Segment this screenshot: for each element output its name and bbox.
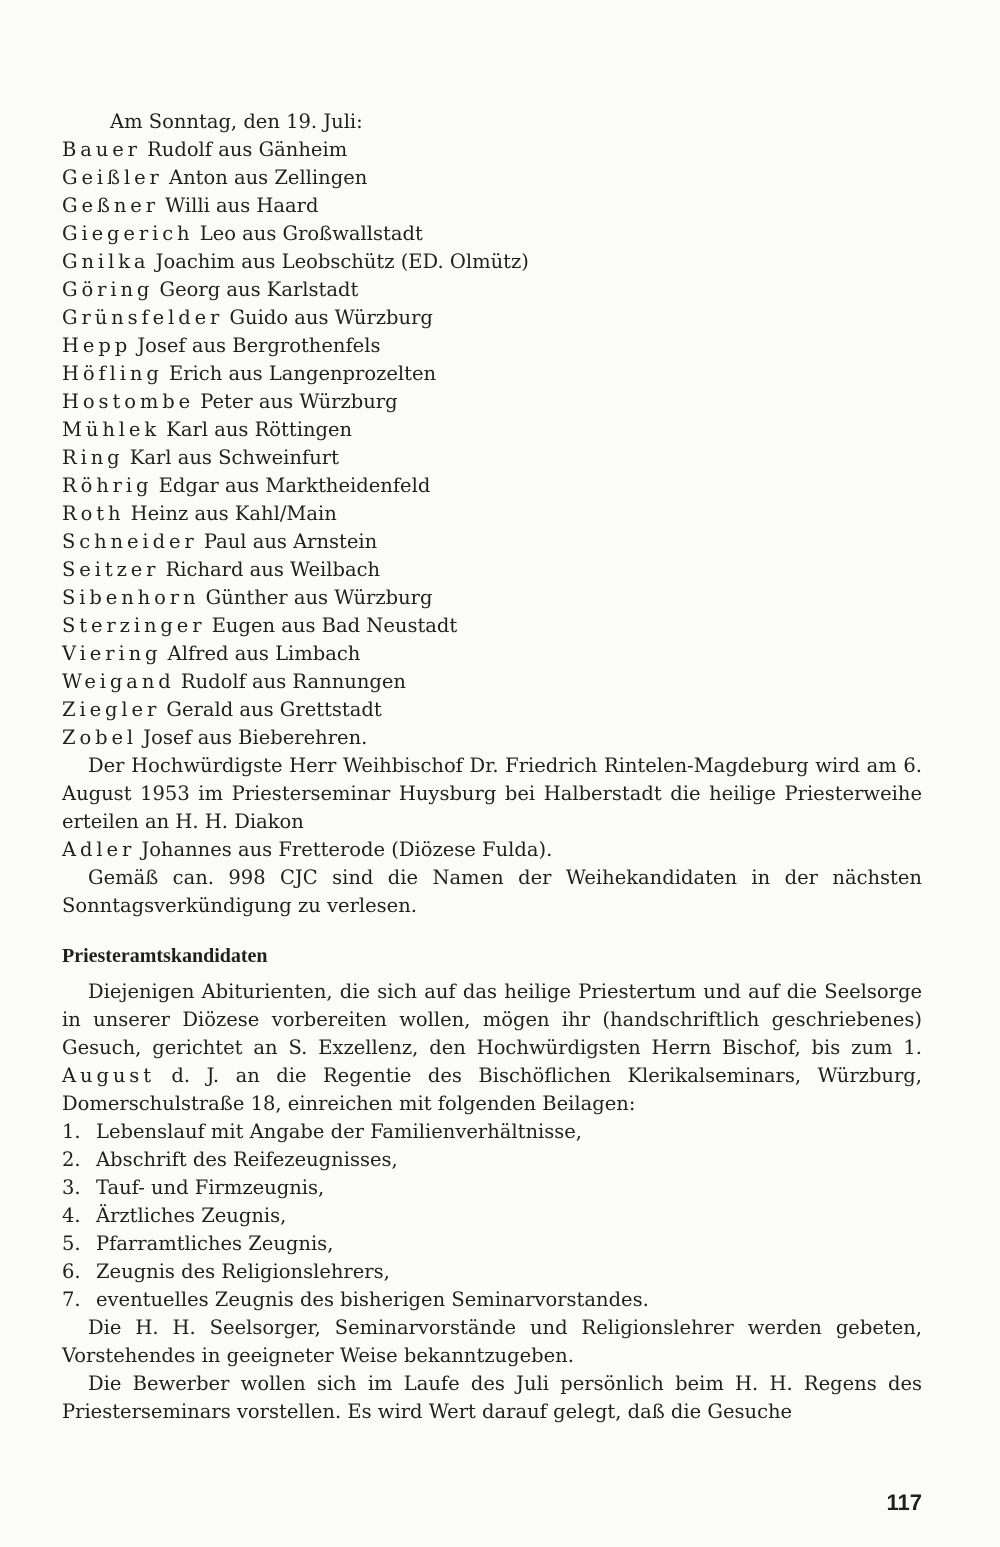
enclosure-item <box>62 1258 922 1286</box>
candidate-surname: Seitzer <box>62 558 160 581</box>
candidate-surname: Schneider <box>62 530 198 553</box>
enclosure-text: Pfarramtliches Zeugnis, <box>96 1232 334 1255</box>
abit-text-after: d. J. an die Regentie des Bischöflichen Klerikalseminars, Würzburg, Domerschulstraße 18, einreichen mit folgenden Beilagen: <box>62 1064 922 1115</box>
enclosure-number: 5. <box>62 1232 81 1255</box>
enclosure-text: Tauf- und Firmzeugnis, <box>96 1176 325 1199</box>
abit-text-before: Diejenigen Abiturienten, die sich auf das heilige Priestertum und auf die Seelsorge in unserer Diözese vorbereiten wollen, mögen ihr (handschriftlich geschriebenes) Gesuch, gerichtet an S. Exzellenz, den Hochwürdigsten Herrn Bischof, bis zum 1. <box>62 980 922 1059</box>
candidate-surname: Geißler <box>62 166 163 189</box>
enclosure-number: 3. <box>62 1176 81 1199</box>
candidate-surname: Grünsfelder <box>62 306 224 329</box>
enclosure-number: 4. <box>62 1204 81 1227</box>
abiturienten-paragraph <box>62 978 922 1118</box>
candidate-details: Anton aus Zellingen <box>168 166 368 189</box>
enclosure-text: Zeugnis des Religionslehrers, <box>96 1260 390 1283</box>
candidate-entry <box>62 304 922 332</box>
candidate-details: Georg aus Karlstadt <box>159 278 359 301</box>
candidate-surname: Weigand <box>62 670 175 693</box>
candidate-details: Alfred aus Limbach <box>167 642 361 665</box>
seelsorger-paragraph: Die H. H. Seelsorger, Seminarvorstände und Religionslehrer werden gebeten, Vorstehendes in geeigneter Weise bekanntzugeben. <box>62 1316 922 1367</box>
enclosure-number: 1. <box>62 1120 81 1143</box>
candidate-details: Karl aus Schweinfurt <box>129 446 339 469</box>
bewerber-paragraph: Die Bewerber wollen sich im Laufe des Juli persönlich beim H. H. Regens des Priesterseminars vorstellen. Es wird Wert darauf gelegt, daß die Gesuche <box>62 1372 922 1423</box>
candidate-details: Gerald aus Grettstadt <box>166 698 382 721</box>
candidate-surname: Sibenhorn <box>62 586 200 609</box>
candidate-surname: Ziegler <box>62 698 161 721</box>
candidate-details: Joachim aus Leobschütz (ED. Olmütz) <box>155 250 529 273</box>
enclosure-item <box>62 1174 922 1202</box>
candidate-details: Edgar aus Marktheidenfeld <box>158 474 431 497</box>
candidate-surname: Geßner <box>62 194 159 217</box>
enclosure-item <box>62 1118 922 1146</box>
candidate-details: Josef aus Bergrothenfels <box>137 334 381 357</box>
candidate-entry <box>62 332 922 360</box>
enclosure-number: 7. <box>62 1288 81 1311</box>
candidate-entry <box>62 556 922 584</box>
candidate-entry <box>62 696 922 724</box>
candidate-details: Leo aus Großwallstadt <box>199 222 423 245</box>
enclosure-text: eventuelles Zeugnis des bisherigen Seminarvorstandes. <box>96 1288 649 1311</box>
enclosure-number: 2. <box>62 1148 81 1171</box>
candidate-surname: Röhrig <box>62 474 153 497</box>
candidate-entry <box>62 388 922 416</box>
candidate-entry <box>62 584 922 612</box>
candidate-entry <box>62 444 922 472</box>
enclosure-text: Abschrift des Reifezeugnisses, <box>96 1148 398 1171</box>
candidate-details: Guido aus Würzburg <box>229 306 433 329</box>
enclosure-number: 6. <box>62 1260 81 1283</box>
intro-line: Am Sonntag, den 19. Juli: <box>110 110 363 133</box>
candidate-entry <box>62 164 922 192</box>
candidate-details: Richard aus Weilbach <box>165 558 381 581</box>
candidate-surname: Zobel <box>62 726 138 749</box>
candidate-entry <box>62 360 922 388</box>
candidate-details: Peter aus Würzburg <box>200 390 398 413</box>
enclosure-item <box>62 1202 922 1230</box>
candidate-surname: Gnilka <box>62 250 150 273</box>
enclosure-list <box>62 1118 922 1314</box>
candidate-details: Paul aus Arnstein <box>203 530 378 553</box>
abit-spaced-month: August <box>62 1064 155 1087</box>
enclosure-item <box>62 1286 922 1314</box>
candidate-entry <box>62 612 922 640</box>
page-number: 117 <box>886 1490 922 1515</box>
candidate-surname: Mühlek <box>62 418 161 441</box>
candidate-details: Johannes aus Fretterode (Diözese Fulda). <box>141 838 553 861</box>
enclosure-item <box>62 1230 922 1258</box>
candidate-details: Willi aus Haard <box>165 194 319 217</box>
candidate-entry <box>62 472 922 500</box>
adler-entry <box>62 836 922 864</box>
candidate-entry <box>62 640 922 668</box>
enclosure-text: Ärztliches Zeugnis, <box>96 1204 287 1227</box>
candidate-entry <box>62 668 922 696</box>
candidate-entry <box>62 192 922 220</box>
candidate-entry <box>62 724 922 752</box>
section-heading: Priesteramtskandidaten <box>62 945 268 967</box>
candidate-surname: Giegerich <box>62 222 194 245</box>
candidate-details: Heinz aus Kahl/Main <box>130 502 337 525</box>
candidate-entry <box>62 528 922 556</box>
candidate-entry <box>62 500 922 528</box>
candidate-entry <box>62 220 922 248</box>
candidate-list <box>62 136 922 752</box>
candidate-surname: Roth <box>62 502 125 525</box>
document-page <box>62 108 922 1426</box>
candidate-details: Karl aus Röttingen <box>166 418 353 441</box>
candidate-entry <box>62 248 922 276</box>
candidate-details: Erich aus Langenprozelten <box>168 362 437 385</box>
candidate-surname: Bauer <box>62 138 141 161</box>
candidate-surname: Hepp <box>62 334 132 357</box>
candidate-details: Günther aus Würzburg <box>205 586 433 609</box>
weihbischof-paragraph: Der Hochwürdigste Herr Weihbischof Dr. Friedrich Rintelen-Magdeburg wird am 6. August 1953 im Priesterseminar Huysburg bei Halberstadt die heilige Priesterweihe erteilen an H. H. Diakon <box>62 754 922 833</box>
enclosure-text: Lebenslauf mit Angabe der Familienverhältnisse, <box>96 1120 583 1143</box>
candidate-entry <box>62 416 922 444</box>
candidate-surname: Ring <box>62 446 124 469</box>
candidate-surname: Sterzinger <box>62 614 206 637</box>
candidate-entry <box>62 136 922 164</box>
candidate-entry <box>62 276 922 304</box>
candidate-surname: Höfling <box>62 362 163 385</box>
candidate-details: Eugen aus Bad Neustadt <box>211 614 458 637</box>
candidate-surname: Hostombe <box>62 390 195 413</box>
candidate-details: Rudolf aus Rannungen <box>180 670 406 693</box>
enclosure-item <box>62 1146 922 1174</box>
candidate-surname: Viering <box>62 642 162 665</box>
candidate-surname: Adler <box>62 838 136 861</box>
candidate-details: Josef aus Bieberehren. <box>143 726 368 749</box>
candidate-details: Rudolf aus Gänheim <box>147 138 348 161</box>
candidate-surname: Göring <box>62 278 154 301</box>
can-paragraph: Gemäß can. 998 CJC sind die Namen der Weihekandidaten in der nächsten Sonntagsverkündigung zu verlesen. <box>62 866 922 917</box>
